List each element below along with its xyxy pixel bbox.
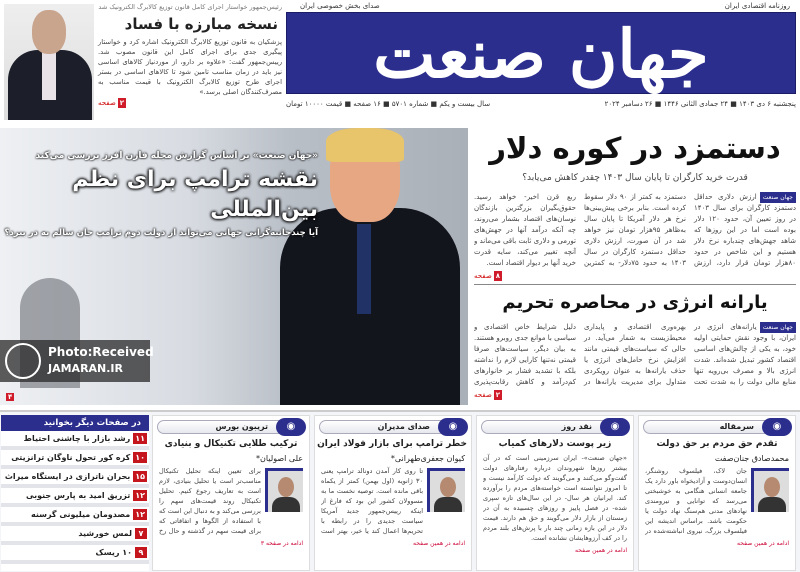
lead-story [474, 128, 796, 285]
masthead-kickers [300, 2, 790, 10]
section-body: برای تعیین اینکه تحلیل تکنیکال مناسب‌تر است یا تحلیل بنیادی، لازم است به تعاریف رجوع کنیم. تحلیل تکنیکال روند قیمت‌های سهم را بررسی می‌کند و به دنبال این است که با استفاده از الگوها و اتفاقاتی که برای قیمت سهم در گذشته و حال رخ [159, 467, 261, 535]
section-title: خطر ترامپ برای بازار فولاد ایران [317, 439, 467, 449]
editorial-section [638, 415, 796, 571]
lead-col-2: دستمزد به کمتر از ۹۰ دلار سقوط کرده است. بنابر برخی پیش‌بینی‌ها نرخ هر دلار آمریکا تا پایان سال به‌ظاهر ۹۵هزار تومان نیز خواهد شد در آن صورت، ارزش دلاری حداقل دستمزد کارگران در سال ۱۴۰۳ به حدود ۷۵دلار- به کمترین [584, 193, 687, 267]
second-col-2: بهره‌وری اقتصادی و پایداری محیط‌زیست به شمار می‌آید. در حالی که سیاست‌های قیمتی مانند افزایش نرخ حامل‌های انرژی یا حذف یارانه‌ها به عنوان رویکردی متداول برای مدیریت یارانه‌ها در [584, 323, 686, 386]
section-author: محمدصادق جنان‌صفت [714, 454, 789, 463]
bottom-sections [0, 410, 800, 572]
author-photo [265, 468, 303, 512]
section-title: ترکیب طلایی تکنیکال و بنیادی [164, 439, 298, 449]
hero-title: نقشه ترامپ برای نظم بین‌المللی [72, 167, 318, 222]
toc-item[interactable]: ۱۰ کره کور تحول ناوگان ترانزیتی [1, 450, 149, 469]
article-title: نسخه مبارزه با فساد [124, 15, 278, 33]
lead-title: دستمزد در کوره دلار [489, 131, 781, 165]
continue-link[interactable]: ادامه در صفحه ۳ [260, 540, 303, 547]
top-left-article [98, 3, 282, 108]
stock-tribune-section [152, 415, 310, 571]
section-author: علی اصولیان* [256, 454, 303, 463]
hero-page-ref: ۴ [8, 393, 13, 401]
section-title: تقدم حق مردم بر حق دولت [656, 439, 778, 449]
daily-critique-section [476, 415, 634, 571]
section-logo-icon: ◉ [600, 418, 630, 436]
managers-voice-section [314, 415, 472, 571]
continue-link[interactable]: ادامه در همین صفحه [413, 540, 465, 547]
second-story [474, 290, 796, 400]
page-ref: ۲صفحه [98, 99, 125, 107]
toc-item[interactable]: ۱۲ مصدومان میلیونی گرسنه [1, 507, 149, 526]
second-title: یارانه انرژی در محاصره تحریم [502, 292, 768, 313]
lead-subtitle: قدرت خرید کارگران تا پایان سال ۱۴۰۳ چقدر کاهش می‌یابد؟ [522, 173, 748, 183]
second-col-3: دلیل شرایط خاص اقتصادی و سیاسی با موانع جدی روبرو هستند. به بیان دیگر، سیاست‌های صرفا قیمتی نه‌تنها کارایی لازم را نداشته بلکه با تشدید فشار بر خانوارهای کم‌درآمد و کاهش رقابت‌پذیری [474, 323, 576, 386]
article-body: پزشکیان به قانون توزیع کالابرگ الکترونیک اشاره کرد و خواستار پیگیری جدی برای اجرای کامل این قانون مصوب شد. رییس‌جمهور گفت: «علاوه بر دارو، از موردنیاز کالاهای اساسی نیز باید در زمان مناسب تامین شود تا کالاهای اساسی در بستر اجرای طرح توزیع کالابرگ الکترونیک با قیمت مناسب به مصرف‌کنندگان اصلی برسد.» [98, 38, 282, 96]
author-photo [427, 468, 465, 512]
logo-text: جهان صنعت [373, 15, 709, 93]
jamaran-seal-icon [5, 343, 41, 379]
hero-text-block [4, 150, 318, 239]
section-logo-icon: ◉ [762, 418, 792, 436]
section-logo-icon: ◉ [276, 418, 306, 436]
continue-link[interactable]: ادامه در همین صفحه [737, 540, 789, 547]
masthead-kicker-left: صدای بخش خصوصی ایران [300, 2, 380, 10]
watermark-line-2: JAMARAN.IR [48, 362, 123, 375]
second-col-1: جهان صنعتیارانه‌های انرژی در ایران، با وجود نقش حمایتی اولیه خود، به یکی از چالش‌های اساسی اقتصاد کشور تبدیل شده‌اند. شدت انرژی بالا و مصرف بی‌رویه تنها منابع مالی دولت را به شدت تحت [694, 323, 796, 386]
article-kicker: رئیس‌جمهور خواستار اجرای کامل قانون توزیع کالابرگ الکترونیک شد [98, 3, 282, 11]
author-photo [751, 468, 789, 512]
section-label: تریبون بورس [215, 422, 268, 431]
masthead-kicker-right: روزنامه اقتصادی ایران [724, 2, 790, 10]
hero-kicker: «جهان صنعت» بر اساس گزارش مجله فارن افرز بررسی می‌کند [35, 151, 318, 161]
other-pages-box [1, 415, 149, 571]
lead-col-1: جهان صنعتارزش دلاری حداقل دستمزد کارگران برای سال ۱۴۰۳ در روز تعیین آن، حدود ۱۲۰ دلار بوده است اما در این روزها که شاهد جهش‌های چندباره نرخ دلار هستیم و این شاخص در حدود ۸۰هزار تومان قرار دارد، ارزش [694, 193, 796, 267]
photo-credit-watermark [0, 340, 154, 382]
second-page-ref: ۲صفحه [474, 391, 501, 399]
hero-subtitle: آیا چندجانبه‌گرایی جهانی می‌تواند از دولت دوم ترامپ جان سالم به در ببرد؟ [4, 228, 318, 238]
watermark-line-1: Photo:Received [48, 345, 154, 359]
section-author: کیوان جعفری‌طهرانی* [390, 454, 465, 463]
president-portrait [4, 4, 94, 120]
section-body: تا روی کار آمدن دونالد ترامپ یعنی ۳۰ ژانویه (اول بهمن) کمتر از یکماه باقی مانده است. توصیه نخست ما به مسوولان کشور این بود که فارغ از اینکه رییس‌جمهور جدید آمریکا سیاست جدیدی را در رابطه با تحریم‌ها اعمال کند یا خیر، بهتر است [321, 467, 423, 535]
lead-col-3: ربع قرن اخیر- خواهد رسید. حقوق‌بگیران بزرگترین بازندگان نوسان‌های اقتصاد بشمار می‌روند، چه آنکه درآمد آنها در جهش‌های تورمی و دلاری ثابت باقی می‌ماند و آنچه تغییر می‌کند، سایه قدرت خرید آنها بر دیوار اقتصاد است. [474, 193, 576, 267]
section-label: سرمقاله [719, 422, 754, 431]
section-label: صدای مدیران [377, 422, 430, 431]
toc-item[interactable]: ۱۲ تزریق امید به پارس جنوبی [1, 488, 149, 507]
masthead-dateline [286, 100, 796, 108]
section-body: «جهان صنعت»- ایران سرزمینی است که در آن بیشتر روزها شهروندان درباره رفتارهای دولت گفت‌وگو می‌کنند و می‌گویند که دولت کارآمد نیست و تا امروز نتوانسته است خواسته‌های مردم را برآورده کند. ایرانیان هر سال- در این سال‌های تازه سپری شده- در فصل پاییز و روزهای چسبیده به آن در زمستان از بازار دلار می‌گویند و حق هم دارند. قیمت دلار در این بازه زمانی چند بار با پرش‌های بلند مردم را در کف آرزوهایشان نشانده است. [483, 454, 627, 542]
toc-item[interactable]: ۱۵ بحران ناترازی در ایستگاه میراث [1, 469, 149, 488]
issue-line: سال بیست و یکم ■ شماره ۵۷۰۱ ■ ۱۶ صفحه ■ قیمت ۱۰۰۰۰ تومان [286, 100, 491, 108]
toc-item[interactable]: ۱۱ رشد بازار با چاشنی احتیاط [1, 431, 149, 450]
section-logo-icon: ◉ [438, 418, 468, 436]
date-line: پنجشنبه ۶ دی ۱۴۰۳ ■ ۲۴ جمادی الثانی ۱۴۴۶ ■ ۲۶ دسامبر ۲۰۲۴ [604, 100, 796, 108]
continue-link[interactable]: ادامه در همین صفحه [575, 547, 627, 554]
section-body: جان لاک، فیلسوف روشنگر، انسان‌دوست و آزادیخواه باور دارد یک جامعه انسانی هنگامی به خوشبختی می‌رسد که توانایی و نیرومندی نهادهای مدنی هم‌سنگ نهاد دولت یا حکومت باشد. براساس اندیشه این فیلسوف بزرگ، نیروی انباشته‌شده در [645, 467, 747, 535]
toc-item[interactable]: ۹ ۱۰ ریسک [1, 545, 149, 564]
toc-header: در صفحات دیگر بخوانید [1, 415, 149, 431]
masthead-logo [286, 12, 796, 94]
section-title: زیر پوست دلارهای کمیاب [498, 439, 612, 449]
lead-page-ref: ۸صفحه [474, 272, 501, 280]
section-label: نقد روز [561, 422, 592, 431]
toc-item[interactable]: ۷ لمس خورشید [1, 526, 149, 545]
